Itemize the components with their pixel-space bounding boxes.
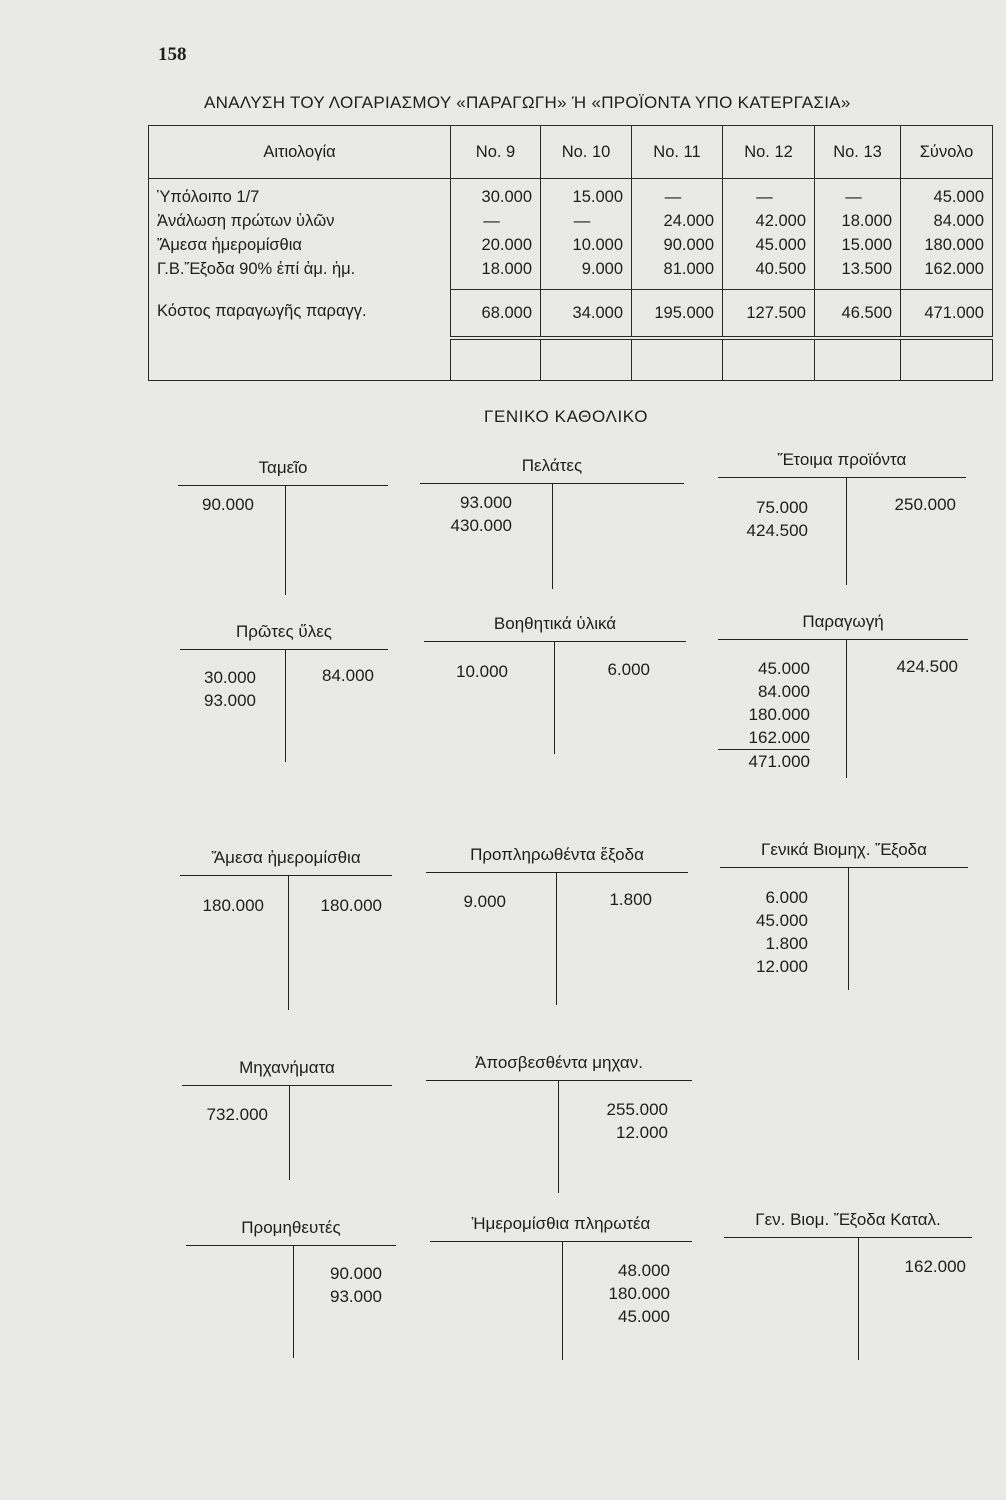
account-name: Πρῶτες ὕλες [236, 622, 332, 641]
total-cell: 46.500 [815, 290, 901, 339]
t-account-rule [430, 1241, 692, 1242]
credit-column [298, 1262, 382, 1308]
credit-column [564, 658, 650, 681]
credit-value: 180.000 [608, 1284, 670, 1303]
credit-value: 48.000 [618, 1261, 670, 1280]
account-etoima-proionta [718, 450, 966, 585]
account-name: Γενικά Βιομηχ. Ἔξοδα [761, 840, 927, 859]
debit-value: 10.000 [456, 662, 508, 681]
debit-value: 45.000 [756, 911, 808, 930]
t-account-rule [180, 649, 388, 650]
t-account-divider [562, 1241, 563, 1360]
table-cell: 10.000 [572, 236, 623, 254]
debit-value: 180.000 [748, 705, 810, 724]
credit-column [566, 1098, 668, 1144]
analysis-table [148, 125, 993, 381]
table-cell: — [483, 212, 500, 230]
t-account-divider [848, 867, 849, 990]
table-cell: — [845, 188, 862, 206]
account-tameio [178, 458, 388, 595]
header-cell: Αιτιολογία [149, 126, 451, 179]
debit-value: 30.000 [204, 668, 256, 687]
account-proplirothenta-exoda [426, 845, 688, 1005]
credit-column [566, 888, 652, 911]
t-account-divider [288, 875, 289, 1010]
table-cell: 15.000 [841, 236, 892, 254]
debit-value: 732.000 [206, 1105, 268, 1124]
header-cell: No. 13 [815, 126, 901, 179]
column-no-11 [632, 179, 723, 290]
t-account-divider [289, 1085, 290, 1180]
account-paragogi [718, 612, 968, 778]
t-account-rule [180, 875, 392, 876]
row-label: Ἀνάλωση πρώτων ὑλῶν [157, 212, 335, 230]
table-cell: 45.000 [933, 188, 984, 206]
credit-column [290, 664, 374, 687]
empty-cell [632, 338, 723, 381]
ledger-title: ΓΕΝΙΚΟ ΚΑΘΟΛΙΚΟ [484, 407, 649, 426]
credit-column [570, 1259, 670, 1328]
debit-value: 90.000 [202, 495, 254, 514]
debit-value: 84.000 [758, 682, 810, 701]
credit-column [858, 493, 956, 516]
column-no-12 [723, 179, 815, 290]
account-promitheftes [186, 1218, 396, 1358]
t-account-divider [285, 485, 286, 595]
t-account-rule [178, 485, 388, 486]
account-name: Προμηθευτές [241, 1218, 341, 1237]
empty-cell [541, 338, 632, 381]
header-cell: No. 11 [632, 126, 723, 179]
account-name: Ἕτοιμα προϊόντα [777, 450, 907, 469]
header-cell: No. 9 [451, 126, 541, 179]
table-cell: — [664, 188, 682, 206]
credit-value: 93.000 [330, 1287, 382, 1306]
t-account-rule [718, 639, 968, 640]
table-cell: 42.000 [755, 212, 806, 230]
table-header-row [149, 126, 993, 179]
credit-value: 90.000 [330, 1264, 382, 1283]
column-no-13 [815, 179, 901, 290]
debit-total: 471.000 [748, 752, 810, 771]
table-cell: 18.000 [481, 260, 532, 278]
empty-cell [901, 338, 993, 381]
t-account-rule [724, 1237, 972, 1238]
account-gen-viom-exoda-katal [724, 1210, 972, 1360]
empty-cell [815, 338, 901, 381]
debit-value: 45.000 [758, 659, 810, 678]
account-imeromisthia-pliroteo [430, 1214, 692, 1360]
total-cell: 195.000 [632, 290, 723, 339]
debit-value: 424.500 [746, 521, 808, 540]
account-name: Παραγωγή [802, 612, 884, 631]
table-cell: 30.000 [481, 188, 532, 206]
debit-column [182, 1103, 268, 1126]
table-cell: — [756, 188, 773, 206]
credit-value: 250.000 [894, 495, 956, 514]
account-name: Γεν. Βιομ. Ἔξοδα Καταλ. [755, 1210, 941, 1229]
column-total [901, 179, 993, 290]
credit-value: 12.000 [616, 1123, 668, 1142]
credit-value: 45.000 [618, 1307, 670, 1326]
account-name: Μηχανήματα [239, 1058, 335, 1077]
debit-value: 430.000 [450, 516, 512, 535]
debit-value: 180.000 [202, 896, 264, 915]
t-account-divider [552, 483, 553, 589]
t-account-divider [858, 1237, 859, 1360]
credit-value: 424.500 [896, 657, 958, 676]
header-cell: No. 10 [541, 126, 632, 179]
table-cell: 180.000 [924, 236, 984, 254]
table-cell: 84.000 [933, 212, 984, 230]
table-cell: 20.000 [481, 236, 532, 254]
row-label: Γ.Β.Ἔξοδα 90% ἐπί ἀμ. ἡμ. [157, 260, 356, 278]
header-cell: Σύνολο [901, 126, 993, 179]
table-cell: 13.500 [841, 260, 892, 278]
total-label: Κόστος παραγωγῆς παραγγ. [157, 302, 367, 320]
account-pelates [420, 456, 684, 589]
row-label: Ὑπόλοιπο 1/7 [157, 188, 260, 206]
table-cell: 162.000 [924, 260, 984, 278]
account-name: Ταμεῖο [258, 458, 308, 477]
total-cell: 471.000 [901, 290, 993, 339]
debit-value: 12.000 [756, 957, 808, 976]
t-account-divider [293, 1245, 294, 1358]
credit-value: 84.000 [322, 666, 374, 685]
table-cell: 90.000 [663, 236, 714, 254]
total-cell: 34.000 [541, 290, 632, 339]
header-cell: No. 12 [723, 126, 815, 179]
t-account-divider [556, 872, 557, 1005]
account-genika-viomix-exoda [720, 840, 968, 990]
table-cell: 45.000 [755, 236, 806, 254]
table-body-row [149, 179, 993, 290]
credit-value: 180.000 [320, 896, 382, 915]
debit-value: 93.000 [460, 493, 512, 512]
debit-value: 93.000 [204, 691, 256, 710]
t-account-divider [846, 639, 847, 778]
account-name: Ἄμεσα ἡμερομίσθια [211, 848, 361, 867]
debit-column [720, 886, 808, 978]
table-cell: 9.000 [581, 260, 623, 278]
page-number: 158 [158, 44, 187, 65]
table-cell: 24.000 [663, 212, 714, 230]
t-account-rule [718, 477, 966, 478]
credit-value: 6.000 [607, 660, 650, 679]
page-title: ΑΝΑΛΥΣΗ ΤΟΥ ΛΟΓΑΡΙΑΣΜΟΥ «ΠΑΡΑΓΩΓΗ» Ή «ΠΡΟΪΟΝΤΑ ΥΠΟ ΚΑΤΕΡΓΑΣΙΑ» [204, 93, 851, 112]
debit-column [718, 496, 808, 542]
debit-value: 9.000 [463, 892, 506, 911]
empty-cell [723, 338, 815, 381]
table-cell: 18.000 [841, 212, 892, 230]
debit-column [180, 894, 264, 917]
t-account-rule [186, 1245, 396, 1246]
account-protes-yles [180, 622, 388, 762]
debit-column [180, 666, 256, 712]
credit-column [866, 1255, 966, 1278]
total-cell: 127.500 [723, 290, 815, 339]
t-account-divider [285, 649, 286, 762]
debit-column [424, 660, 508, 683]
column-no-9 [451, 179, 541, 290]
t-account-rule [424, 641, 686, 642]
debit-value: 6.000 [765, 888, 808, 907]
t-account-rule [720, 867, 968, 868]
credit-column [294, 894, 382, 917]
total-cell: 68.000 [451, 290, 541, 339]
debit-column [420, 491, 512, 537]
t-account-divider [558, 1080, 559, 1193]
debit-column [426, 890, 506, 913]
account-name: Πελάτες [521, 456, 583, 475]
account-michanimata [182, 1058, 392, 1180]
account-name: Προπληρωθέντα ἔξοδα [470, 845, 644, 864]
empty-cell [451, 338, 541, 381]
table-cell: 81.000 [663, 260, 714, 278]
table-cell: 15.000 [572, 188, 623, 206]
account-amesa-imeromisthia [180, 848, 392, 1010]
t-account-divider [554, 641, 555, 754]
column-no-10 [541, 179, 632, 290]
debit-column [718, 657, 810, 773]
credit-column [852, 655, 958, 678]
account-name: Ἀποσβεσθέντα μηχαν. [475, 1053, 643, 1072]
debit-value: 1.800 [765, 934, 808, 953]
debit-column [178, 493, 254, 516]
account-voithitika-ylika [424, 614, 686, 754]
account-aposvesthenta-michan [426, 1053, 692, 1193]
credit-value: 255.000 [606, 1100, 668, 1119]
credit-value: 1.800 [609, 890, 652, 909]
t-account-rule [426, 1080, 692, 1081]
t-account-rule [182, 1085, 392, 1086]
account-name: Ἡμερομίσθια πληρωτέα [471, 1214, 651, 1233]
table-cell: 40.500 [755, 260, 806, 278]
row-labels-cell [149, 179, 451, 381]
t-account-divider [846, 477, 847, 585]
t-account-rule [426, 872, 688, 873]
credit-value: 162.000 [904, 1257, 966, 1276]
account-name: Βοηθητικά ὑλικά [493, 614, 617, 633]
row-label: Ἄμεσα ἡμερομίσθια [157, 236, 302, 254]
debit-value: 75.000 [756, 498, 808, 517]
debit-value: 162.000 [718, 726, 810, 750]
table-cell: — [573, 212, 591, 230]
